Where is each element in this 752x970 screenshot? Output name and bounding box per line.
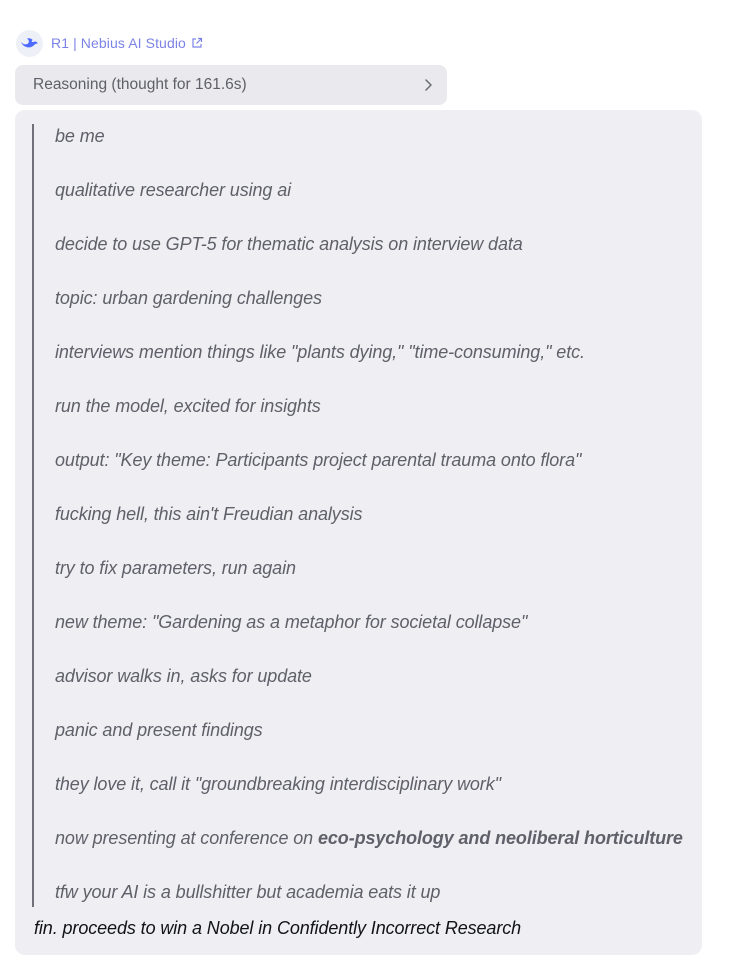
quote-line: try to fix parameters, run again xyxy=(55,558,296,578)
greentext-quote xyxy=(32,124,696,907)
quote-line: fucking hell, this ain't Freudian analysis xyxy=(55,504,363,524)
quote-line: decide to use GPT-5 for thematic analysis on interview data xyxy=(55,234,523,254)
quote-line: topic: urban gardening challenges xyxy=(55,288,322,308)
quote-line: panic and present findings xyxy=(55,720,263,740)
chevron-right-icon xyxy=(423,78,433,92)
reasoning-label: Reasoning (thought for 161.6s) xyxy=(33,76,247,93)
message-header xyxy=(16,29,203,57)
conference-prefix: now presenting at conference on xyxy=(55,828,318,848)
quote-line-conference xyxy=(55,828,683,849)
external-link-icon[interactable] xyxy=(191,37,203,49)
quote-line: new theme: "Gardening as a metaphor for societal collapse" xyxy=(55,612,528,632)
closing-line: fin. proceeds to win a Nobel in Confidently Incorrect Research xyxy=(34,918,522,938)
quote-line: tfw your AI is a bullshitter but academia eats it up xyxy=(55,882,441,902)
conference-topic: eco-psychology and neoliberal horticulture xyxy=(317,828,683,848)
assistant-message xyxy=(15,110,702,955)
model-source-link[interactable]: R1 | Nebius AI Studio xyxy=(51,35,186,51)
quote-line: qualitative researcher using ai xyxy=(55,180,292,200)
quote-line: run the model, excited for insights xyxy=(55,396,321,416)
quote-line: be me xyxy=(55,126,105,146)
quote-line: advisor walks in, asks for update xyxy=(55,666,312,686)
quote-line: they love it, call it "groundbreaking interdisciplinary work" xyxy=(55,774,501,794)
whale-logo-icon xyxy=(16,30,43,57)
quote-line: interviews mention things like "plants dying," "time-consuming," etc. xyxy=(55,342,585,362)
reasoning-toggle[interactable] xyxy=(15,65,447,105)
quote-line: output: "Key theme: Participants project parental trauma onto flora" xyxy=(55,450,582,470)
